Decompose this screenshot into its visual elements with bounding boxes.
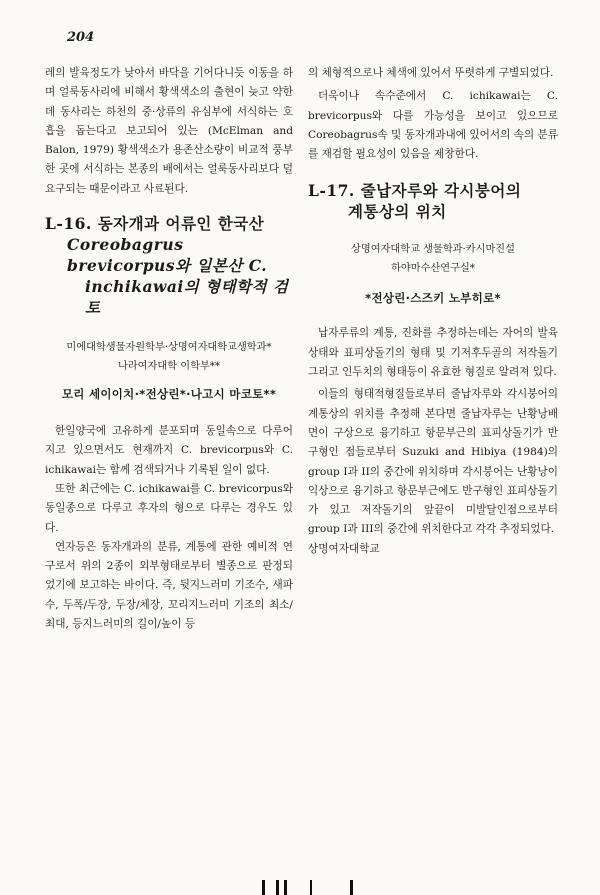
l16-continuation: 의 체형적으로나 체색에 있어서 뚜렷하게 구별되었다. — [308, 67, 554, 79]
l16-paragraph-1: 한일양국에 고유하게 분포되며 동일속으로 다루어지고 있으면서도 현재까지 C. brevicorpus와 C. ichikawai는 함께 검색되거나 기록된 일이 없다. — [45, 425, 293, 476]
page-number: 204 — [67, 30, 95, 45]
section-title-l16 — [45, 213, 293, 318]
affiliation-l17-line1: 상명여자대학교 생물학과·카시마진설 — [351, 244, 515, 256]
sign-off: 상명여자대학교 — [308, 542, 380, 555]
intro-paragraph: 레의 발육정도가 낮아서 바닥을 기어다니듯 이동을 하며 얼룩동사리에 비해서 황색색소의 출현이 늦고 약한데 동사리는 하천의 중·상류의 유심부에 서식하는 호흡을 돕는다고 보고되어 있는 (McElman and Balon, 1979) 황색색소가 용존산소량이 비교적 풍부한 곳에 서식하는 본종의 배에서는 얼룩동사리보다 덜 요구되는 때문이라고 사료된다. — [45, 67, 293, 195]
right-column — [308, 64, 558, 559]
section-title-l17-line2: 계통상의 위치 — [348, 202, 447, 222]
authors-l16: 모리 세이이치·*전상린*·나고시 마코토** — [61, 387, 277, 402]
l16-paragraph-2: 또한 최근에는 C. ichikawai를 C. brevicorpus와 동일종으로 다루고 후자의 형으로 다루는 경우도 있다. — [45, 482, 293, 534]
affiliation-l16-line1: 미에대학생물자원학부·상명여자대학교생학과* — [66, 342, 272, 354]
authors-l17: *전상린·스즈키 노부히로* — [365, 291, 501, 306]
section-title-l17 — [308, 180, 558, 222]
l16-paragraph-3: 연자등은 동자개과의 분류, 계통에 관한 예비적 연구로서 위의 2종이 외부형태로부터 별종으로 판정되었기에 보고하는 바이다. 즉, 뒷지느러미 기조수, 새파수, 두폭/두장, 두장/체장, 꼬리지느러미 기조의 최소/최대, 등지느러미의 길이/높이 등 — [45, 540, 293, 631]
left-column — [45, 64, 293, 634]
affiliation-l16-line2: 나라여자대학 이학부** — [118, 361, 220, 373]
section-title-l16-line1: L-16. 동자개과 어류인 한국산 — [45, 214, 265, 234]
l16-paragraph-4: 더욱이나 속수준에서 C. ichikawai는 C. brevicorpus와 다를 가능성을 보이고 있으므로 Coreobagrus속 및 동자개과내에 있어서의 속의 분류를 재검할 필요성이 있음을 제창한다. — [308, 90, 558, 161]
l17-paragraph-1: 납자루류의 계통, 진화를 추정하는데는 자어의 발육상태와 표피상돌기의 형태 및 기저후두골의 저작돌기 그리고 인두치의 형태등이 유효한 형질로 알려져 있다. — [308, 327, 558, 379]
section-title-l16-line3: inchikawai의 형태학적 검토 — [85, 277, 289, 318]
l17-paragraph-2: 이들의 형태적형질들로부터 줄납자루와 각시붕어의 계통상의 위치를 추정해 본다면 줄납자루는 난황낭배면이 구상으로 융기하고 항문부근의 표피상돌기가 반구형인 점들로부터 Suzuki and Hibiya (1984)의 group I과 II의 중간에 위치하며 각시붕어는 난황낭이 익상으로 융기하고 항문부근에도 반구형인 표피상돌기가 있고 저작돌기의 앞끝이 미발달인점으로부터 group I과 III의 중간에 위치한다고 각각 추정되었다. — [308, 388, 558, 536]
section-title-l17-line1: L-17. 줄납자루와 각시붕어의 — [308, 181, 522, 201]
section-title-l16-line2: Coreobagrus brevicorpus와 일본산 C. — [67, 235, 268, 276]
scan-edge-marks — [262, 880, 382, 895]
affiliation-l17-line2: 하야마수산연구실* — [391, 263, 475, 275]
